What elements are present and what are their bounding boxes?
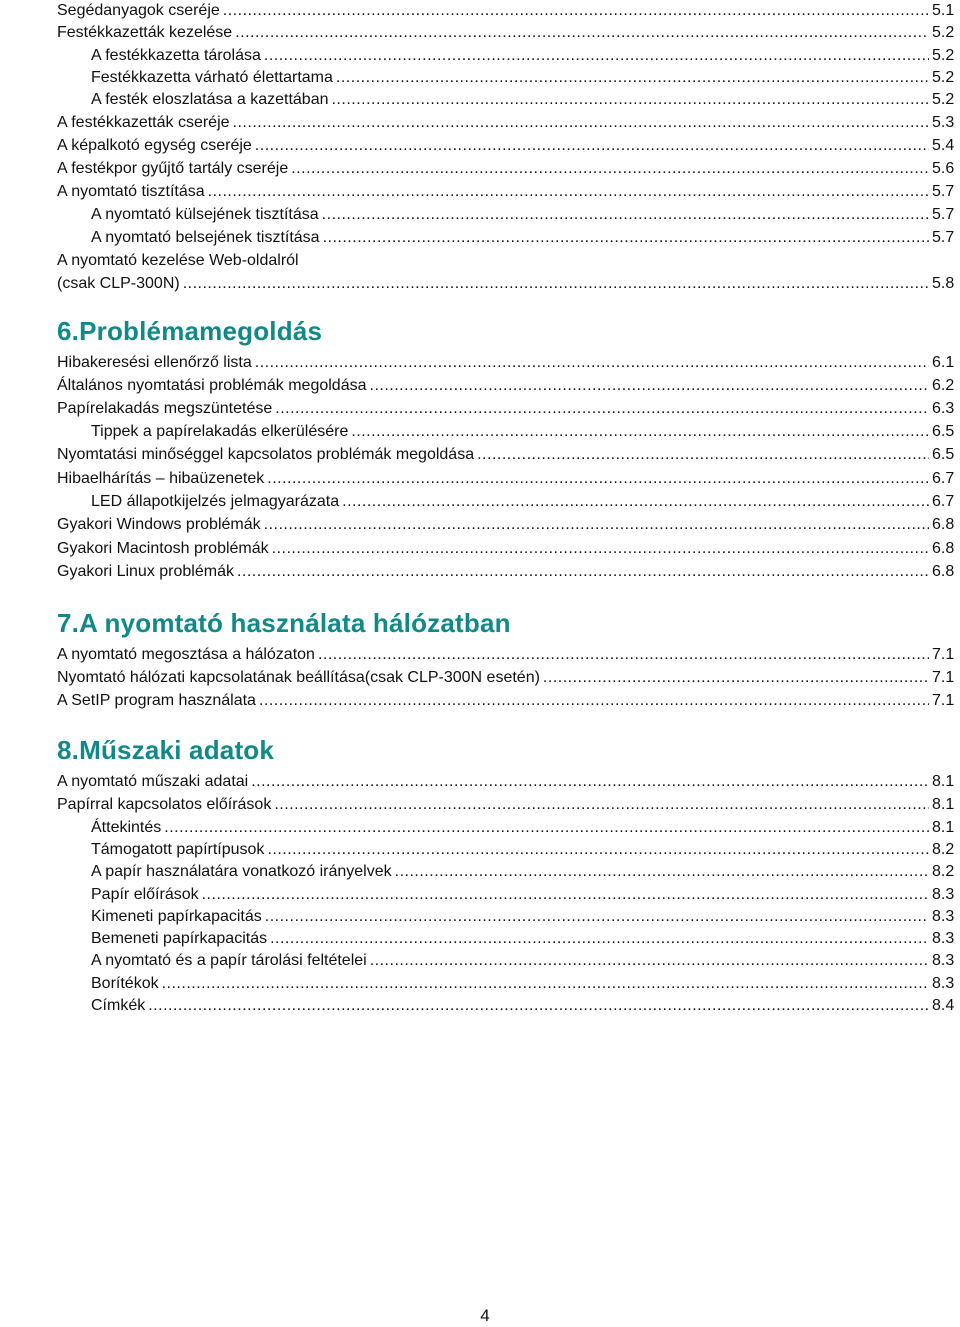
toc-entry-title: Segédanyagok cseréje xyxy=(57,2,220,19)
toc-entry-page: 7.1 xyxy=(932,692,955,709)
toc-entry-title: Gyakori Linux problémák xyxy=(57,563,234,580)
toc-entry-title: Bemeneti papírkapacitás xyxy=(91,930,268,947)
toc-entry-page: 5.8 xyxy=(932,275,955,292)
toc-entry-page: 8.4 xyxy=(932,997,955,1014)
toc-entry-title: A nyomtató műszaki adatai xyxy=(57,773,249,790)
toc-entry-title: A nyomtató kezelése Web-oldalról xyxy=(57,252,299,269)
toc-entry-title: Áttekintés xyxy=(91,819,162,836)
toc-entry-page: 8.3 xyxy=(932,886,955,903)
toc-entry[interactable] xyxy=(91,884,960,906)
toc-entry-title: Papírelakadás megszüntetése xyxy=(57,400,273,417)
toc-entry-page: 6.8 xyxy=(932,563,955,580)
dot-leader xyxy=(318,644,929,666)
toc-entry-page: 5.2 xyxy=(932,47,955,64)
toc-entry[interactable] xyxy=(91,928,960,950)
dot-leader xyxy=(251,771,929,793)
dot-leader xyxy=(323,227,929,249)
toc-entry-title: A nyomtató megosztása a hálózaton xyxy=(57,646,315,663)
dot-leader xyxy=(183,273,929,295)
toc-entry[interactable] xyxy=(91,906,960,928)
toc-entry[interactable] xyxy=(57,444,960,466)
dot-leader xyxy=(264,45,929,67)
section-heading[interactable]: 7.A nyomtató használata hálózatban xyxy=(57,608,511,638)
toc-entry-page: 8.1 xyxy=(932,773,955,790)
toc-entry[interactable] xyxy=(57,158,960,180)
toc-entry[interactable] xyxy=(57,375,960,397)
toc-entry-page: 5.7 xyxy=(932,183,955,200)
toc-entry-page: 7.1 xyxy=(932,669,955,686)
toc-entry-title: A képalkotó egység cseréje xyxy=(57,137,252,154)
toc-entry-title: Festékkazetták kezelése xyxy=(57,24,233,41)
toc-entry-page: 8.3 xyxy=(932,908,955,925)
dot-leader xyxy=(322,204,929,226)
toc-entry-title: A festék eloszlatása a kazettában xyxy=(91,91,329,108)
toc-entry[interactable] xyxy=(91,491,960,513)
dot-leader xyxy=(543,667,929,689)
toc-entry-page: 6.5 xyxy=(932,423,955,440)
dot-leader xyxy=(164,817,929,839)
toc-entry[interactable] xyxy=(91,421,960,443)
dot-leader xyxy=(233,112,929,134)
dot-leader xyxy=(272,538,929,560)
dot-leader xyxy=(148,995,929,1017)
dot-leader xyxy=(331,89,929,111)
toc-entry-title: Papír előírások xyxy=(91,886,199,903)
toc-entry[interactable] xyxy=(57,468,960,490)
dot-leader xyxy=(223,0,929,22)
toc-entry[interactable] xyxy=(91,817,960,839)
toc-entry-title: A papír használatára vonatkozó irányelvek xyxy=(91,863,392,880)
toc-entry[interactable] xyxy=(91,839,960,861)
toc-entry-page: 6.8 xyxy=(932,516,955,533)
toc-entry-page: 8.3 xyxy=(932,975,955,992)
toc-entry-title: Tippek a papírelakadás elkerülésére xyxy=(91,423,349,440)
toc-entry-page: 5.2 xyxy=(932,91,955,108)
toc-entry-title: Nyomtatási minőséggel kapcsolatos problémák megoldása xyxy=(57,446,475,463)
dot-leader xyxy=(255,135,929,157)
toc-entry-title: A nyomtató belsejének tisztítása xyxy=(91,229,320,246)
toc-entry-page: 5.4 xyxy=(932,137,955,154)
toc-entry[interactable] xyxy=(57,667,960,689)
toc-entry[interactable] xyxy=(57,398,960,420)
toc-entry[interactable] xyxy=(57,135,960,157)
toc-entry-title: A nyomtató külsejének tisztítása xyxy=(91,206,319,223)
toc-entry[interactable] xyxy=(57,112,960,134)
toc-entry-title: Címkék xyxy=(91,997,146,1014)
dot-leader xyxy=(267,468,929,490)
toc-entry[interactable] xyxy=(57,0,960,22)
dot-leader xyxy=(395,861,929,883)
toc-entry-page: 8.2 xyxy=(932,841,955,858)
toc-entry-title: Borítékok xyxy=(91,975,159,992)
toc-entry-page: 6.3 xyxy=(932,400,955,417)
toc-entry[interactable] xyxy=(91,861,960,883)
toc-entry-title: A nyomtató tisztítása xyxy=(57,183,205,200)
toc-entry-title: A SetIP program használata xyxy=(57,692,256,709)
toc-entry-title: Támogatott papírtípusok xyxy=(91,841,265,858)
toc-entry-page: 6.7 xyxy=(932,470,955,487)
toc-entry-page: 5.3 xyxy=(932,114,955,131)
toc-entry[interactable] xyxy=(91,950,960,972)
toc-entry[interactable] xyxy=(91,45,960,67)
dot-leader xyxy=(259,690,929,712)
toc-entry-title: Hibaelhárítás – hibaüzenetek xyxy=(57,470,265,487)
dot-leader xyxy=(370,375,930,397)
toc-entry-title: Nyomtató hálózati kapcsolatának beállítása(csak CLP-300N esetén) xyxy=(57,669,540,686)
toc-entry[interactable] xyxy=(91,204,960,226)
dot-leader xyxy=(275,398,929,420)
toc-entry-page: 8.3 xyxy=(932,930,955,947)
toc-entry[interactable] xyxy=(57,514,960,536)
toc-entry-page: 8.1 xyxy=(932,819,955,836)
dot-leader xyxy=(342,491,929,513)
toc-entry-page: 5.7 xyxy=(932,206,955,223)
toc-entry[interactable] xyxy=(57,181,960,203)
toc-entry[interactable] xyxy=(57,273,960,295)
toc-entry-page: 5.7 xyxy=(932,229,955,246)
dot-leader xyxy=(265,906,929,928)
toc-entry-title: A nyomtató és a papír tárolási feltételei xyxy=(91,952,367,969)
toc-entry-page: 5.6 xyxy=(932,160,955,177)
section-heading[interactable]: 6.Problémamegoldás xyxy=(57,316,323,346)
dot-leader xyxy=(370,950,929,972)
toc-entry-title: A festékpor gyűjtő tartály cseréje xyxy=(57,160,289,177)
toc-entry[interactable] xyxy=(57,794,960,816)
toc-entry-title: Hibakeresési ellenőrző lista xyxy=(57,354,252,371)
toc-entry[interactable] xyxy=(57,771,960,793)
toc-entry-title: Papírral kapcsolatos előírások xyxy=(57,796,272,813)
toc-entry-page: 6.8 xyxy=(932,540,955,557)
toc-entry[interactable] xyxy=(57,22,960,44)
dot-leader xyxy=(208,181,929,203)
toc-entry[interactable] xyxy=(91,89,960,111)
toc-entry-title: A festékkazetta tárolása xyxy=(91,47,261,64)
toc-entry-page: 8.2 xyxy=(932,863,955,880)
toc-entry-title: Gyakori Windows problémák xyxy=(57,516,261,533)
toc-entry-title: Kimeneti papírkapacitás xyxy=(91,908,262,925)
toc-entry[interactable] xyxy=(91,973,960,995)
dot-leader xyxy=(274,794,929,816)
dot-leader xyxy=(235,22,929,44)
toc-entry-page: 7.1 xyxy=(932,646,955,663)
toc-entry-title: Gyakori Macintosh problémák xyxy=(57,540,269,557)
toc-entry-title: (csak CLP-300N) xyxy=(57,275,180,292)
toc-entry-title: Festékkazetta várható élettartama xyxy=(91,69,333,86)
dot-leader xyxy=(237,561,929,583)
dot-leader xyxy=(351,421,929,443)
toc-entry-page: 5.1 xyxy=(932,2,955,19)
toc-entry[interactable] xyxy=(91,67,960,89)
dot-leader xyxy=(202,884,929,906)
toc-entry[interactable] xyxy=(91,995,960,1017)
dot-leader xyxy=(291,158,929,180)
toc-entry[interactable] xyxy=(57,352,960,374)
toc-entry-title: Általános nyomtatási problémák megoldása xyxy=(57,377,367,394)
page-number-text: 4 xyxy=(480,1306,490,1325)
toc-entry[interactable] xyxy=(57,561,960,583)
toc-entry-title: LED állapotkijelzés jelmagyarázata xyxy=(91,493,340,510)
dot-leader xyxy=(270,928,929,950)
toc-entry-page: 6.1 xyxy=(932,354,955,371)
toc-entry[interactable] xyxy=(57,538,960,560)
toc-entry-page: 8.3 xyxy=(932,952,955,969)
toc-entry[interactable] xyxy=(57,690,960,712)
toc-entry[interactable] xyxy=(57,250,960,272)
dot-leader xyxy=(162,973,929,995)
dot-leader xyxy=(267,839,929,861)
toc-entry-page: 6.5 xyxy=(932,446,955,463)
toc-entry[interactable] xyxy=(91,227,960,249)
toc-entry-page: 5.2 xyxy=(932,24,955,41)
toc-entry[interactable] xyxy=(57,644,960,666)
toc-entry-page: 6.7 xyxy=(932,493,955,510)
dot-leader xyxy=(255,352,929,374)
section-heading[interactable]: 8.Műszaki adatok xyxy=(57,735,275,765)
toc-entry-title: A festékkazetták cseréje xyxy=(57,114,230,131)
dot-leader xyxy=(336,67,929,89)
toc-entry-page: 8.1 xyxy=(932,796,955,813)
toc-entry-page: 6.2 xyxy=(932,377,955,394)
page-number xyxy=(0,1306,960,1326)
dot-leader xyxy=(477,444,929,466)
dot-leader xyxy=(264,514,929,536)
toc-entry-page: 5.2 xyxy=(932,69,955,86)
